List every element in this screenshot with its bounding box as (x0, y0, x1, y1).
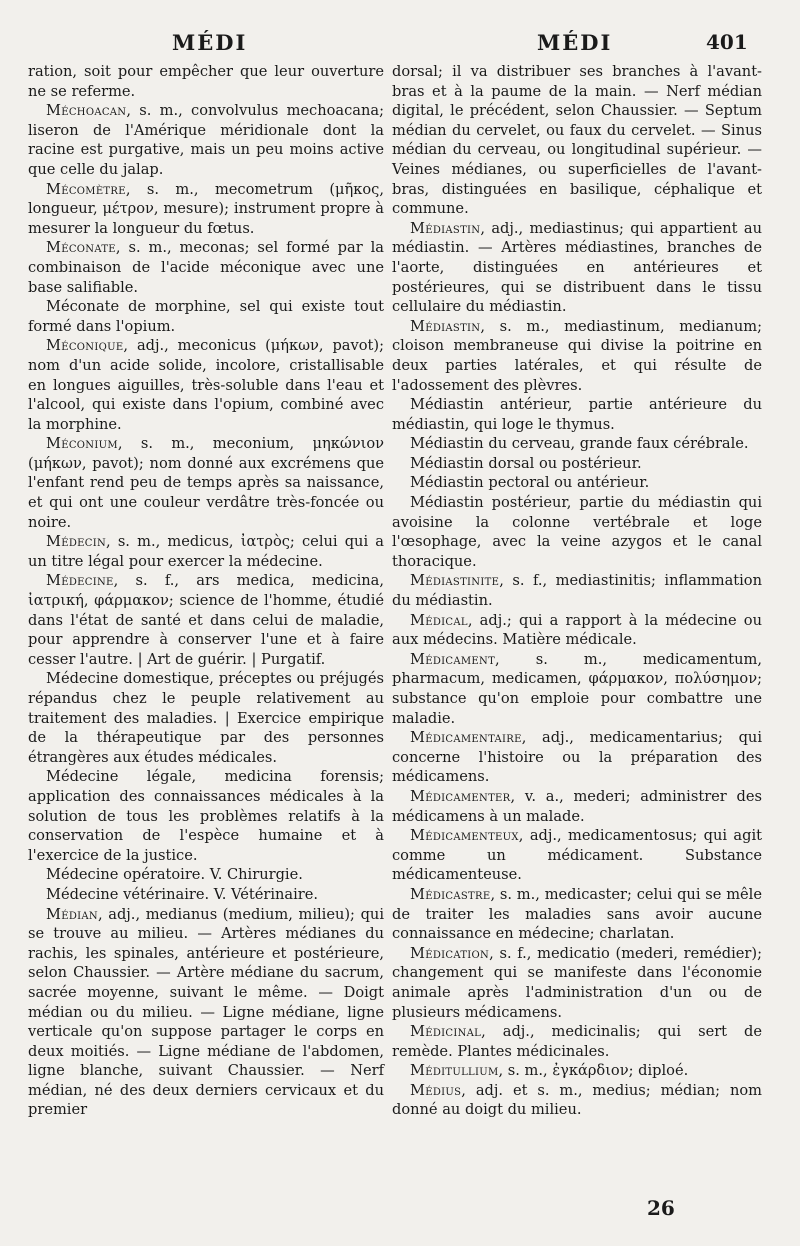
entry-term: Mécomètre (46, 180, 126, 198)
entry-term: Médicament (410, 650, 496, 668)
dictionary-entry (392, 395, 762, 434)
dictionary-entry (392, 885, 762, 944)
entry-text: , s. m., convolvulus mechoacana; liseron de l'Amérique méridionale dont la racine est purgative, mais un peu moins active que celle du jalap. (28, 102, 384, 178)
entry-text: ration, soit pour empêcher que leur ouverture ne se referme. (28, 63, 384, 100)
entry-text: Médecine opératoire. V. Chirurgie. (46, 866, 303, 884)
entry-text: , s. m., medicaster; celui qui se mêle de traiter les maladies sans avoir aucune connaissance en médecine; charlatan. (392, 885, 762, 943)
entry-term: Médiastin (410, 219, 481, 237)
entry-term: Médecine (46, 572, 114, 590)
dictionary-entry (392, 62, 762, 219)
dictionary-entry (392, 650, 762, 728)
entry-term: Médian (46, 905, 98, 923)
entry-text: Méconate de morphine, sel qui existe tout formé dans l'opium. (28, 298, 384, 335)
dictionary-entry (28, 180, 384, 239)
entry-text: , s. f., ars medica, medicina, ἰατρική, φάρμακον; science de l'homme, étudié dans l'état de santé et dans celui de maladie, pour apprendre à conserver l'une et à faire cesser l'autre. | Art de guérir. | Purgatif. (28, 572, 384, 668)
entry-term: Médius (410, 1081, 462, 1099)
entry-term: Médicamentaire (410, 729, 522, 747)
dictionary-entry (392, 434, 762, 454)
dictionary-entry (392, 219, 762, 317)
dictionary-entry (28, 62, 384, 101)
entry-text: , s. m., meconium, μηκώνιον (μήκων, pavot); nom donné aux excrémens que l'enfant rend peu de temps après sa naissance, et qui ont une couleur verdâtre très-foncée ou noire. (28, 435, 384, 531)
dictionary-entry (28, 297, 384, 336)
entry-text: , s. m., mediastinum, medianum; cloison membraneuse qui divise la poitrine en deux parties latérales, et qui résulte de l'adossement des plèvres. (392, 317, 762, 394)
entry-text: , adj.; qui a rapport à la médecine ou aux médecins. Matière médicale. (392, 611, 762, 649)
entry-text: , adj., medicinalis; qui sert de remède. Plantes médicinales. (392, 1023, 762, 1060)
entry-term: Médication (410, 944, 490, 962)
entry-text: Médiastin pectoral ou antérieur. (410, 474, 650, 492)
dictionary-entry (28, 434, 384, 532)
entry-term: Médecin (46, 533, 107, 551)
dictionary-entry (392, 493, 762, 571)
entry-text: , s. m., mecometrum (μῆκος, longueur, μέτρον, mesure); instrument propre à mesurer la longueur du fœtus. (28, 180, 384, 237)
entry-term: Médicamenteux (410, 827, 519, 845)
entry-term: Méconate (46, 239, 116, 257)
signature-mark: 26 (647, 1196, 675, 1220)
header-left-title: MÉDI (172, 30, 248, 55)
entry-text: Médiastin postérieur, partie du médiastin qui avoisine la colonne vertébrale et loge l'œsophage, avec la veine azygos et le canal thoracique. (392, 494, 762, 570)
dictionary-entry (28, 532, 384, 571)
dictionary-entry (392, 1081, 762, 1120)
entry-term: Méditullium (410, 1062, 499, 1080)
entry-text: , s. m., medicus, ἰατρὸς; celui qui a un titre légal pour exercer la médecine. (28, 533, 384, 570)
header-right-title: MÉDI (537, 30, 613, 55)
entry-text: , adj., meconicus (μήκων, pavot); nom d'un acide solide, incolore, cristallisable en longues aiguilles, très-soluble dans l'eau et l'alcool, qui existe dans l'opium, combiné avec la morphine. (28, 337, 384, 433)
entry-text: dorsal; il va distribuer ses branches à l'avant-bras et à la paume de la main. — Nerf médian digital, le précédent, selon Chaussier. — Septum médian du cervelet, ou faux du cervelet. — Sinus médian du cerveau, ou longitudinal supérieur. — Veines médianes, ou superficielles de l'avant-bras, distinguées en basilique, céphalique et commune. (392, 63, 762, 218)
dictionary-entry (28, 669, 384, 767)
dictionary-entry (28, 885, 384, 905)
entry-text: Médecine vétérinaire. V. Vétérinaire. (46, 885, 319, 903)
entry-term: Médicamenter (410, 787, 511, 805)
dictionary-entry (28, 238, 384, 297)
entry-text: , adj. et s. m., medius; médian; nom donné au doigt du milieu. (392, 1081, 762, 1119)
entry-text: , adj., medicamentosus; qui agit comme un médicament. Substance médicamenteuse. (392, 827, 762, 884)
entry-text: Médecine domestique, préceptes ou préjugés répandus chez le peuple relativement au traitement des maladies. | Exercice empirique de la thérapeutique par des personnes étrangères aux études médicales. (28, 670, 384, 766)
entry-text: , s. m., meconas; sel formé par la combinaison de l'acide méconique avec une base salifiable. (28, 239, 384, 296)
right-column (392, 62, 762, 1120)
entry-term: Médiastin (410, 317, 481, 335)
page-number: 401 (706, 30, 748, 54)
dictionary-entry (392, 826, 762, 885)
dictionary-entry (392, 728, 762, 787)
dictionary-entry (28, 865, 384, 885)
dictionary-entry (28, 336, 384, 434)
dictionary-entry (392, 611, 762, 650)
dictionary-entry (392, 944, 762, 1022)
entry-term: Médicinal (410, 1023, 482, 1041)
entry-term: Médiastinite (410, 572, 500, 590)
entry-text: Médiastin du cerveau, grande faux cérébrale. (410, 435, 749, 453)
dictionary-entry (392, 1022, 762, 1061)
dictionary-entry (28, 767, 384, 865)
dictionary-entry (392, 473, 762, 493)
dictionary-entry (28, 101, 384, 179)
dictionary-entry (28, 571, 384, 669)
entry-term: Méconique (46, 337, 124, 355)
entry-term: Méchoacan (46, 102, 127, 120)
dictionary-entry (392, 317, 762, 395)
entry-text: , s. m., ἐγκάρδιον; diploé. (498, 1062, 689, 1080)
entry-text: , adj., medicamentarius; qui concerne l'histoire ou la préparation des médicamens. (392, 729, 762, 786)
entry-text: Médiastin dorsal ou postérieur. (410, 454, 642, 472)
dictionary-entry (392, 571, 762, 610)
entry-text: , s. m., medicamentum, pharmacum, medicamen, φάρμακον, πολύσημον; substance qu'on emploie pour combattre une maladie. (392, 650, 762, 727)
entry-term: Méconium (46, 435, 118, 453)
dictionary-entry (28, 905, 384, 1121)
entry-text: , v. a., mederi; administrer des médicamens à un malade. (392, 787, 762, 825)
dictionary-entry (392, 787, 762, 826)
dictionary-entry (392, 454, 762, 474)
entry-text: Médiastin antérieur, partie antérieure du médiastin, qui loge le thymus. (392, 396, 762, 433)
entry-term: Médicastre (410, 885, 491, 903)
entry-text: , s. f., mediastinitis; inflammation du médiastin. (392, 572, 762, 610)
running-header (0, 30, 800, 60)
entry-text: , adj., medianus (medium, milieu); qui se trouve au milieu. — Artères médianes du rachis, les spinales, antérieure et postérieure, selon Chaussier. — Artère médiane du sacrum, sacrée moyenne, suivant le même. — Doigt médian ou du milieu. — Ligne médiane, ligne verticale qu'on suppose partager le corps en deux moitiés. — Ligne médiane de l'abdomen, ligne blanche, suivant Chaussier. — Nerf médian, né des deux derniers cervicaux et du premier (28, 905, 384, 1119)
entry-text: , adj., mediastinus; qui appartient au médiastin. — Artères médiastines, branches de l'aorte, distinguées en antérieures et postérieures, qui se distribuent dans le tissu cellulaire du médiastin. (392, 219, 762, 316)
entry-term: Médical (410, 611, 468, 629)
dictionary-entry (392, 1061, 762, 1081)
entry-text: , s. f., medicatio (mederi, remédier); changement qui se manifeste dans l'économie animale après l'administration d'un ou de plusieurs médicamens. (392, 944, 762, 1021)
left-column (28, 62, 384, 1120)
entry-text: Médecine légale, medicina forensis; application des connaissances médicales à la solution de tous les problèmes relatifs à la conservation de l'espèce humaine et à l'exercice de la justice. (28, 768, 384, 864)
